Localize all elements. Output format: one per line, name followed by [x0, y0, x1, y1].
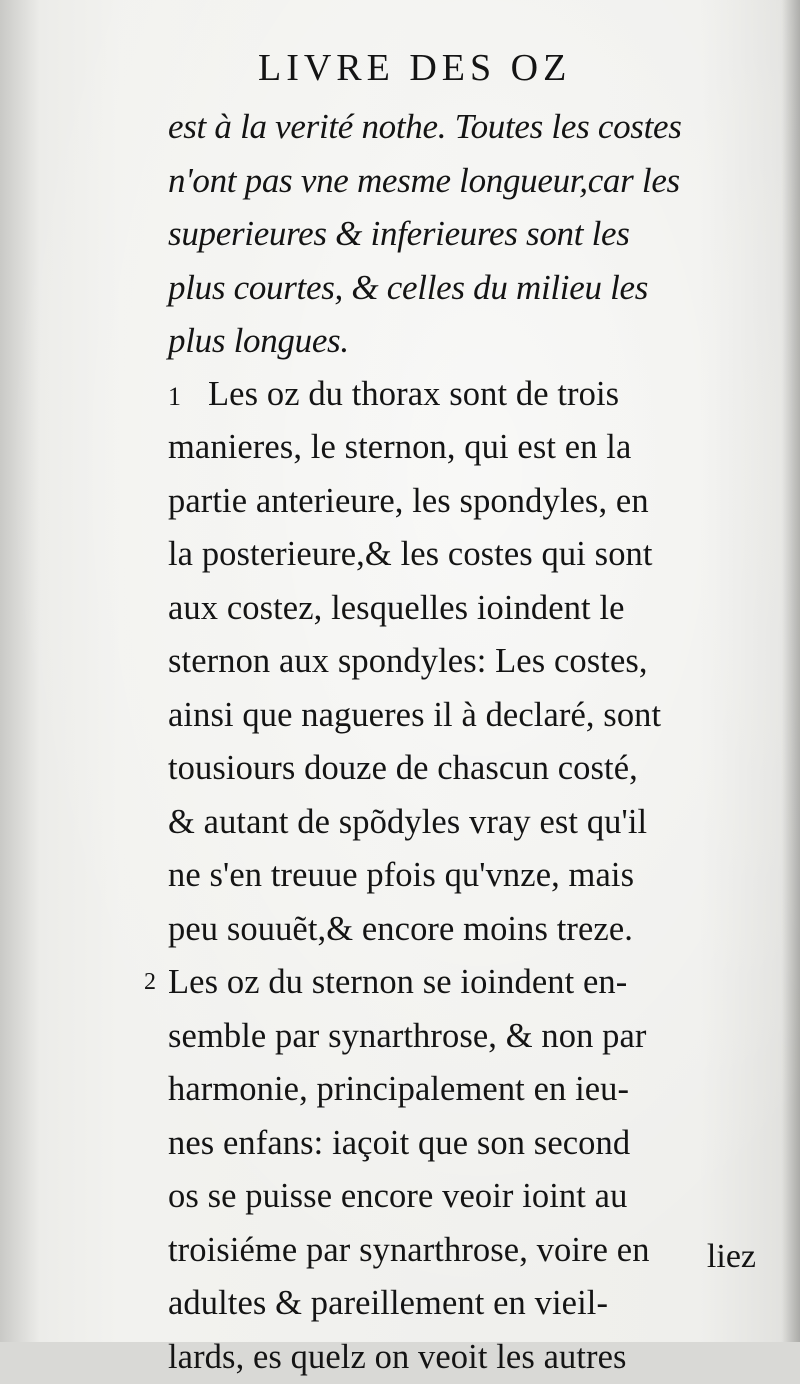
paragraph-number: 2 — [144, 956, 156, 1010]
text-line: harmonie, principalement en ieu- — [168, 1063, 762, 1117]
paragraph-2-first-line — [168, 956, 762, 1010]
text-line: lards, es quelz on veoit les autres — [168, 1331, 762, 1384]
text-line: la posterieure,& les costes qui sont — [168, 528, 762, 582]
text-block — [168, 100, 762, 1384]
text-line: peu souuẽt,& encore moins treze. — [168, 903, 762, 957]
text-line: manieres, le sternon, qui est en la — [168, 421, 762, 475]
text-line: n'ont pas vne mesme longueur,car les — [168, 154, 762, 208]
paragraph-number: 1 — [168, 370, 208, 424]
text-line: superieures & inferieures sont les — [168, 207, 762, 261]
text-line: adultes & pareillement en vieil- — [168, 1277, 762, 1331]
text-line: ne s'en treuue pfois qu'vnze, mais — [168, 849, 762, 903]
text-line: ainsi que nagueres il à declaré, sont — [168, 689, 762, 743]
text-line: troisiéme par synarthrose, voire en — [168, 1224, 762, 1278]
text-line: sternon aux spondyles: Les costes, — [168, 635, 762, 689]
text-line: aux costez, lesquelles ioindent le — [168, 582, 762, 636]
text-line: partie anterieure, les spondyles, en — [168, 475, 762, 529]
text-line: semble par synarthrose, & non par — [168, 1010, 762, 1064]
paragraph-1-first-line — [168, 368, 762, 422]
text-line: Les oz du sternon se ioindent en- — [168, 963, 627, 1001]
text-line: est à la verité nothe. Toutes les costes — [168, 100, 762, 154]
text-line: tousiours douze de chascun costé, — [168, 742, 762, 796]
text-line: plus longues. — [168, 314, 762, 368]
text-line: os se puisse encore veoir ioint au — [168, 1170, 762, 1224]
text-line: nes enfans: iaçoit que son second — [168, 1117, 762, 1171]
text-line: plus courtes, & celles du milieu les — [168, 261, 762, 315]
text-line: & autant de spõdyles vray est qu'il — [168, 796, 762, 850]
catchword: liez — [707, 1238, 756, 1276]
text-line: Les oz du thorax sont de trois — [208, 375, 619, 413]
running-head: LIVRE DES OZ — [258, 46, 571, 90]
